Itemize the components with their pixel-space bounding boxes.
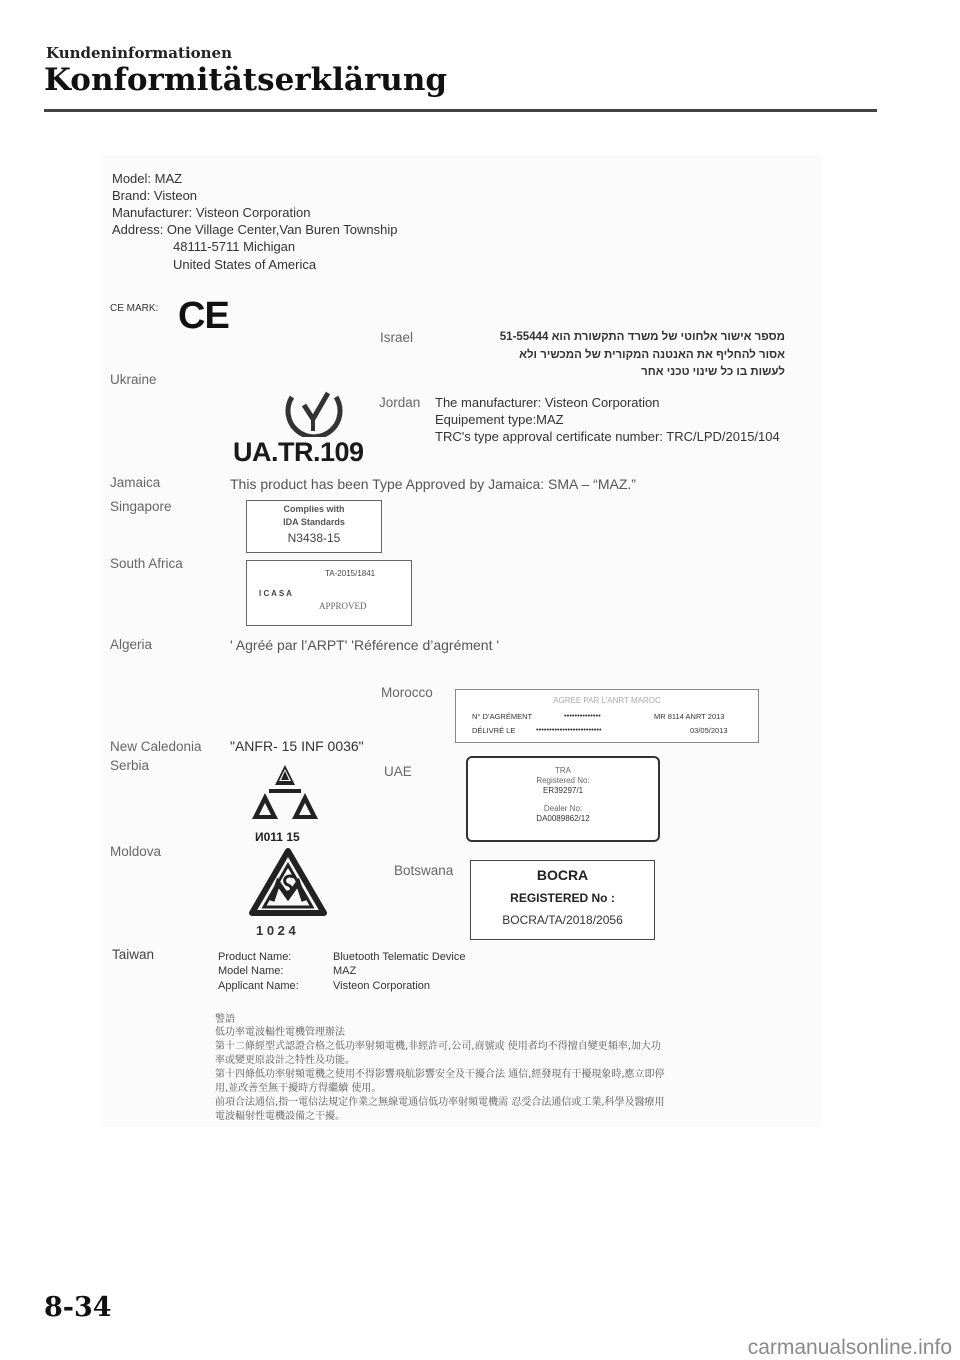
taiwan-product-label: Product Name: <box>218 951 292 963</box>
uae-registered-number: ER39297/1 <box>542 786 584 795</box>
uae-tra: TRA <box>555 766 571 775</box>
singapore-ida-label <box>246 500 382 553</box>
section-label: Kundeninformationen <box>46 44 232 62</box>
serbia-code: И011 15 <box>255 830 300 844</box>
country-moldova: Moldova <box>110 844 162 859</box>
title-rule <box>44 109 877 112</box>
ce-mark-label: CE MARK: <box>110 303 159 314</box>
uae-dealer-label: Dealer No: <box>543 804 583 813</box>
ukraine-mark: UA.TR.109 <box>233 437 364 467</box>
morocco-approval-number: MR 8114 ANRT 2013 <box>654 712 725 721</box>
address-line: Address: One Village Center,Van Buren Township <box>112 222 398 237</box>
country-botswana: Botswana <box>394 863 454 878</box>
israel-antenna-line: אסור להחליף את האנטנה המקורית של המכשיר ולא <box>519 349 785 361</box>
jordan-equipment-type: Equipement type:MAZ <box>435 412 564 427</box>
taiwan-applicant-label: Applicant Name: <box>218 980 299 992</box>
taiwan-warning-line: 率或變更原設計之特性及功能。 <box>215 1055 355 1066</box>
taiwan-warning-line: 第十二條經型式認證合格之低功率射頻電機,非經許可,公司,商號或 使用者均不得擅自變更頻率,加大功 <box>215 1041 661 1052</box>
botswana-registered: REGISTERED No : <box>510 891 615 905</box>
page-number: 8-34 <box>44 1292 112 1323</box>
country-morocco: Morocco <box>381 685 433 700</box>
footer-watermark: carmanualsonline.info <box>747 1336 952 1359</box>
country-ukraine: Ukraine <box>110 372 157 387</box>
morocco-issued-date: 03/05/2013 <box>690 726 728 735</box>
israel-modification-line: לעשות בו כל שינוי טכני אחר <box>641 366 785 378</box>
taiwan-warning-line: 第十四條低功率射頻電機之使用不得影響飛航影響安全及干擾合法 通信,經發現有干擾現象時,應立即停 <box>215 1069 665 1080</box>
morocco-title: AGREE PAR L’ANRT MAROC <box>553 696 661 705</box>
serbia-triangle-mark-icon <box>245 763 325 829</box>
jamaica-approval: This product has been Type Approved by Jamaica: SMA – “MAZ.” <box>230 476 636 492</box>
botswana-bocra-label <box>470 860 655 940</box>
brand-line: Brand: Visteon <box>112 188 198 203</box>
declaration-image <box>100 155 822 1127</box>
country-israel: Israel <box>380 330 414 345</box>
country-serbia: Serbia <box>110 758 150 773</box>
morocco-issued-label: DÉLIVRÉ LE <box>472 726 516 735</box>
morocco-approval-dots: •••••••••••••• <box>564 711 601 720</box>
algeria-approval: ' Agréé par l’ARPT' 'Référence d’agrément ' <box>230 637 500 653</box>
israel-approval-line: מספר אישור אלחוטי של משרד התקשורת הוא 51-55444 <box>499 331 785 343</box>
south-africa-approved: APPROVED <box>319 601 367 611</box>
country-algeria: Algeria <box>110 637 153 652</box>
jordan-manufacturer: The manufacturer: Visteon Corporation <box>435 395 660 410</box>
morocco-approval-label: N° D’AGRÉMENT <box>472 712 533 721</box>
morocco-anrt-label <box>455 689 759 743</box>
taiwan-warning-line: 用,並改善至無干擾時方得繼續 使用。 <box>215 1083 382 1094</box>
model-line: Model: MAZ <box>112 171 183 186</box>
moldova-sm-mark-icon <box>248 847 328 923</box>
country-singapore: Singapore <box>110 499 172 514</box>
icasa-logo: I C A S A <box>259 589 292 598</box>
south-africa-number: TA-2015/1841 <box>325 569 376 578</box>
taiwan-product-value: Bluetooth Telematic Device <box>333 951 466 963</box>
ukraine-conformity-icon <box>282 377 346 437</box>
country-jamaica: Jamaica <box>110 475 161 490</box>
taiwan-warning-title: 警語 <box>215 1014 235 1025</box>
taiwan-model-value: MAZ <box>333 965 357 977</box>
uae-dealer-number: DA0089862/12 <box>536 814 590 823</box>
new-caledonia-approval: "ANFR- 15 INF 0036" <box>230 738 364 754</box>
ce-mark-icon: CE <box>178 295 229 337</box>
botswana-title: BOCRA <box>536 867 589 883</box>
country-uae: UAE <box>384 764 412 779</box>
moldova-code: 1 0 2 4 <box>256 923 296 938</box>
page-title: Konformitätserklärung <box>44 62 448 98</box>
country-taiwan: Taiwan <box>112 947 155 962</box>
singapore-number: N3438-15 <box>287 531 341 545</box>
country-south-africa: South Africa <box>110 556 183 571</box>
jordan-certificate: TRC's type approval certificate number: TRC/LPD/2015/104 <box>435 429 780 444</box>
address-line-3: United States of America <box>173 257 317 272</box>
taiwan-applicant-value: Visteon Corporation <box>333 980 431 992</box>
taiwan-warning-line: 前項合法通信,指一電信法規定作業之無線電通信低功率射頻電機需 忍受合法通信或工業,科學及醫療用 <box>215 1097 665 1108</box>
south-africa-icasa-label <box>246 560 412 626</box>
uae-tra-label <box>466 756 660 842</box>
manufacturer-line: Manufacturer: Visteon Corporation <box>112 205 311 220</box>
singapore-complies: Complies with <box>283 504 345 514</box>
country-jordan: Jordan <box>379 395 421 410</box>
taiwan-warning-line: 低功率電波輻性電機管理辦法 <box>215 1027 345 1038</box>
address-line-2: 48111-5711 Michigan <box>173 239 296 254</box>
uae-registered-label: Registered No: <box>536 776 590 785</box>
singapore-standards: IDA Standards <box>283 517 345 527</box>
taiwan-model-label: Model Name: <box>218 965 284 977</box>
country-new-caledonia: New Caledonia <box>110 739 202 754</box>
morocco-issued-dots: ••••••••••••••••••••••••• <box>536 725 602 734</box>
botswana-number: BOCRA/TA/2018/2056 <box>502 913 623 927</box>
taiwan-warning-line: 電波輻射性電機設備之干擾。 <box>215 1111 345 1122</box>
